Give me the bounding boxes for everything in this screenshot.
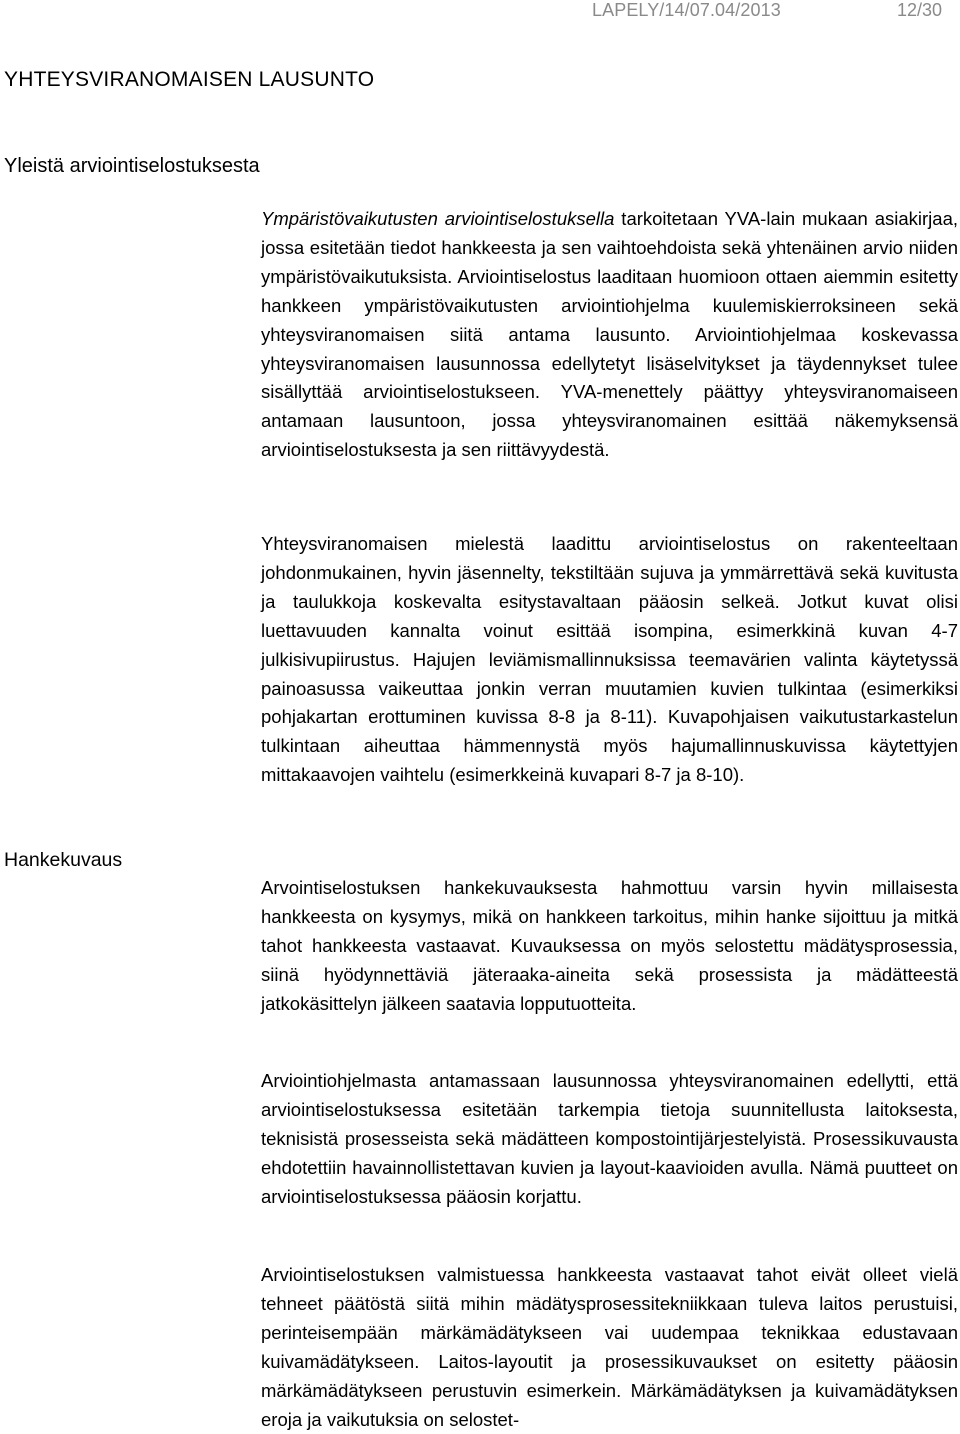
section-heading-hankekuvaus: Hankekuvaus bbox=[4, 849, 123, 871]
paragraph-general-2 bbox=[261, 530, 958, 790]
document-title: YHTEYSVIRANOMAISEN LAUSUNTO bbox=[4, 68, 375, 91]
paragraph-hankekuvaus-1 bbox=[261, 874, 958, 1019]
italic-term: Ympäristövaikutusten arviointiselostuksella bbox=[261, 208, 615, 229]
paragraph-general-1 bbox=[261, 205, 958, 465]
paragraph-text: Arviointiselostuksen valmistuessa hankkeesta vastaavat tahot eivät olleet vielä tehneet päätöstä siitä mihin mädätysprosessitekniikkaan tuleva laitos perustuisi, perinteisempään märkämädätykseen vai uudempaa teknikkaa edustavaan kuivamädätykseen. Laitos-layoutit ja prosessikuvaukset on esitetty pääosin märkämädätykseen perustuvin esimerkein. Märkämädätyksen ja kuivamädätyksen eroja ja vaikutuksia on selostet- bbox=[261, 1264, 958, 1430]
paragraph-hankekuvaus-3 bbox=[261, 1261, 958, 1434]
paragraph-text: Arviointiohjelmasta antamassaan lausunnossa yhteysviranomainen edellytti, että arviointiselostuksessa esitetään tarkempia tietoja suunnitellusta laitoksesta, teknisistä prosesseista sekä mädätteen kompostointijärjestelyistä. Prosessikuvausta ehdotettiin havainnollistettavan kuvien ja layout-kaavioiden avulla. Nämä puutteet on arviointiselostuksessa pääosin korjattu. bbox=[261, 1070, 958, 1207]
page-number: 12/30 bbox=[896, 0, 942, 20]
section-heading-general: Yleistä arviointiselostuksesta bbox=[4, 155, 260, 177]
paragraph-text: Arvointiselostuksen hankekuvauksesta hahmottuu varsin hyvin millaisesta hankkeesta on kysymys, mikä on hankkeen tarkoitus, mihin hanke sijoittuu ja mitkä tahot hankkeesta vastaavat. Kuvauksessa on myös selostettu mädätysprosessia, siinä hyödynnettäviä jäteraaka-aineita sekä prosessista ja mädätteestä jatkokäsittelyn jälkeen saatavia lopputuotteita. bbox=[261, 877, 958, 1014]
paragraph-text: Yhteysviranomaisen mielestä laadittu arviointiselostus on rakenteeltaan johdonmukainen, hyvin jäsennelty, tekstiltään sujuva ja ymmärrettävä sekä kuvitusta ja taulukkoja koskevalta esitystavaltaan pääosin selkeä. Jotkut kuvat olisi luettavuuden kannalta voinut esittää isompina, esimerkkinä kuvan 4-7 julkisivupiirustus. Hajujen leviämismallinnuksissa teemavärien valinta käytetyssä painoasussa vaikeuttaa jonkin verran muutamien kuvien tulkintaa (esimerkiksi pohjakartan erottuminen kuvissa 8-8 ja 8-11). Kuvapohjaisen vaikutustarkastelun tulkintaan aiheuttaa hämmennystä myös hajumallinnuskuvissa käytettyjen mittakaavojen vaihtelu (esimerkkeinä kuvapari 8-7 ja 8-10). bbox=[261, 533, 958, 786]
paragraph-text: tarkoitetaan YVA-lain mukaan asiakirjaa, jossa esitetään tiedot hankkeesta ja sen vaihtoehdoista sekä yhtenäinen arvio niiden ympäristövaikutuksista. Arviointiselostus laaditaan huomioon ottaen aiemmin esitetty hankkeen ympäristövaikutusten arviointiohjelma kuulemiskierroksineen sekä yhteysviranomaisen siitä antama lausunto. Arviointiohjelmaa koskevassa yhteysviranomaisen lausunnossa edellytetyt lisäselvitykset ja täydennykset tulee sisällyttää arviointiselostukseen. YVA-menettely päättyy yhteysviranomaiseen antamaan lausuntoon, jossa yhteysviranomainen esittää näkemyksensä arviointiselostuksesta ja sen riittävyydestä. bbox=[261, 208, 959, 461]
document-reference: LAPELY/14/07.04/2013 bbox=[592, 0, 781, 20]
paragraph-hankekuvaus-2 bbox=[261, 1067, 958, 1212]
